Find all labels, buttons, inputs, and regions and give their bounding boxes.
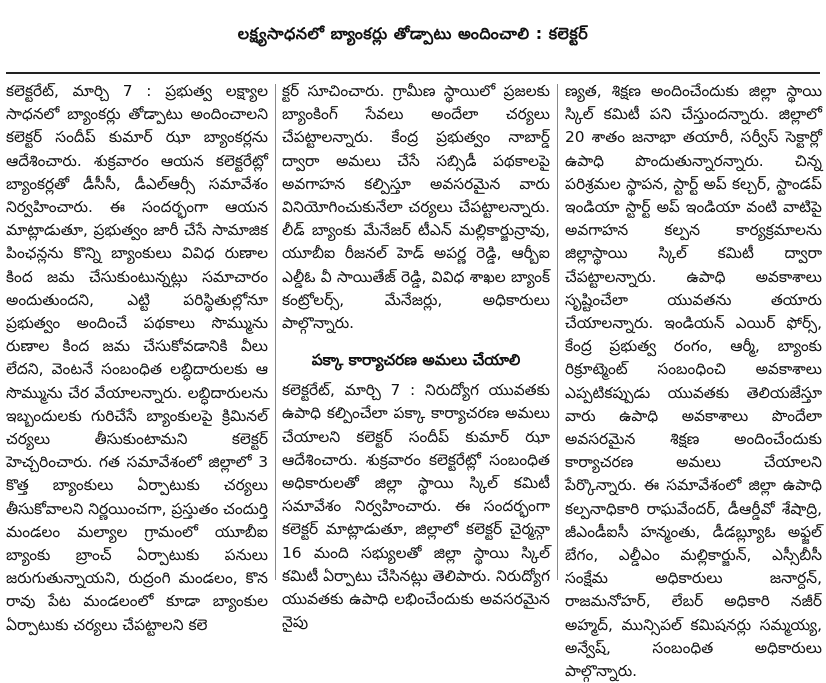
article-column-3 [565,80,822,681]
column-2-text-a: క్టర్ సూచించారు. గ్రామీణ స్థాయిలో ప్రజలకు బ్యాంకింగ్ సేవలు అందేలా చర్యలు చేపట్టాలన్నారు. కేంద్ర ప్రభుత్వం నాబార్డ్ ద్వారా అమలు చేసే సబ్సిడీ పథకాలపై అవగాహన కల్పిస్తూ అవసరమైన వారు వినియోగించుకునేలా చర్యలు చేపట్టాలన్నారు. లీడ్ బ్యాంకు మేనేజర్ టీఎన్ మల్లికార్జున్రావు, యూబీఐ రీజనల్ హెడ్ అపర్ణ రెడ్డి, ఆర్బీఐ ఎల్డీఓ వీ సాయితేజ్ రెడ్డి, వివిధ శాఖల బ్యాంక్ కంట్రోలర్స్, మేనేజర్లు, అధికారులు పాల్గొన్నారు. [282,82,550,333]
headline-rule [6,72,820,74]
sub-headline: పక్కా కార్యాచరణ అమలు చేయాలి [311,351,521,370]
column-1-text: కలెక్టరేట్, మార్చి 7 : ప్రభుత్వ లక్ష్యాల సాధనలో బ్యాంకర్లు తోడ్పాటు అందించాలని కలెక్టర్ సందీప్ కుమార్ ఝా బ్యాంకర్లను ఆదేశించారు. శుక్రవారం ఆయన కలెక్టరేట్లో బ్యాంకర్లతో డీసీసీ, డీఎల్ఆర్సీ సమావేశం నిర్వహించారు. ఈ సందర్భంగా ఆయన మాట్లాడుతూ, ప్రభుత్వం జారీ చేసే సామాజిక పింఛన్లను కొన్ని బ్యాంకులు వివిధ రుణాల కింద జమ చేసుకుంటున్నట్లు సమాచారం అందుతుందని, ఎట్టి పరిస్థితుల్లోనూ ప్రభుత్వం అందించే పథకాలు సొమ్మును రుణాల కింద జమ చేసుకోవడానికి వీలు లేదని, వెంటనే సంబంధిత లబ్ధిదారులకు ఆ సొమ్మును చేర వేయాలన్నారు. లబ్ధిదారులను ఇబ్బందులకు గురిచేసే బ్యాంకులపై క్రిమినల్ చర్యలు తీసుకుంటామని కలెక్టర్ హెచ్చరించారు. గత సమావేశంలో జిల్లాలో 3 కొత్త బ్యాంకులు ఏర్పాటుకు చర్యలు తీసుకోవాలని నిర్ణయించగా, ప్రస్తుతం చందుర్తి మండలం మల్యాల గ్రామంలో యూబీఐ బ్యాంకు బ్రాంచ్ ఏర్పాటుకు పనులు జరుగుతున్నాయని, రుద్రంగి మండలం, కొన రావు పేట మండలంలో కూడా బ్యాంకుల ఏర్పాటుకు చర్యలు చేపట్టాలని కలె [6,82,268,634]
column-3-text: ణ్యత, శిక్షణ అందించేందుకు జిల్లా స్థాయి స్కిల్ కమిటీ పని చేస్తుందన్నారు. జిల్లాలో 20 శాతం జనాభా తయారీ, సర్వీస్ సెక్టార్లో ఉపాధి పొందుతున్నారన్నారు. చిన్న పరిశ్రమల స్థాపన, స్టార్ట్ అప్ కల్చర్, స్టాండప్ ఇండియా స్టార్ట్ అప్ ఇండియా వంటి వాటిపై అవగాహన కల్పన కార్యక్రమాలను జిల్లాస్థాయి స్కిల్ కమిటీ ద్వారా చేపట్టాలన్నారు. ఉపాధి అవకాశాలు సృష్టించేలా యువతను తయారు చేయాలన్నారు. ఇండియన్ ఎయిర్ ఫోర్స్, కేంద్ర ప్రభుత్వ రంగం, ఆర్మీ, బ్యాంకు రిక్రూట్మెంట్ సంబంధించి అవకాశాలు ఎప్పటికప్పుడు యువతకు తెలియజేస్తూ వారు ఉపాధి అవకాశాలు పొందేలా అవసరమైన శిక్షణ అందించేందుకు కార్యాచరణ అమలు చేయాలని పేర్కొన్నారు. ఈ సమావేశంలో జిల్లా ఉపాధి కల్పనాధికారి రాఘవేందర్, డీఆర్డీవో శేషాద్రి, జీఎండీఐసీ హన్మంతు, డీడబ్ల్యూఓ అఫ్జల్ బేగం, ఎల్డీఎం మల్లికార్జున్, ఎస్సీబీసీ సంక్షేమ అధికారులు జనార్దన్, రాజమనోహర్, లేబర్ అధికారి నజీర్ అహ్మద్, మున్సిపల్ కమిషనర్లు సమ్మయ్య, అన్వేష్, సంబంధిత అధికారులు పాల్గొన్నారు. [565,82,822,681]
column-divider-2 [557,84,558,580]
column-divider-1 [275,84,276,580]
article-column-1 [6,80,268,634]
headline: లక్ష్యసాధనలో బ్యాంకర్లు తోడ్పాటు అందించాలి : కలెక్టర్ [237,23,589,43]
column-2-text-b: కలెక్టరేట్, మార్చి 7 : నిరుద్యోగ యువతకు ఉపాధి కల్పించేలా పక్కా కార్యాచరణ అమలు చేయాలని కలెక్టర్ సందీప్ కుమార్ ఝా ఆదేశించారు. శుక్రవారం కలెక్టరేట్లో సంబంధిత అధికారులతో జిల్లా స్థాయి స్కిల్ కమిటీ సమావేశం నిర్వహించారు. ఈ సందర్భంగా కలెక్టర్ మాట్లాడుతూ, జిల్లాలో కలెక్టర్ చైర్మన్గా 16 మంది సభ్యులతో జిల్లా స్థాయి స్కిల్ కమిటీ ఏర్పాటు చేసినట్లు తెలిపారు. నిరుద్యోగ యువతకు ఉపాధి లభించేందుకు అవసరమైన నైపు [282,381,550,632]
article-column-2 [282,80,550,632]
